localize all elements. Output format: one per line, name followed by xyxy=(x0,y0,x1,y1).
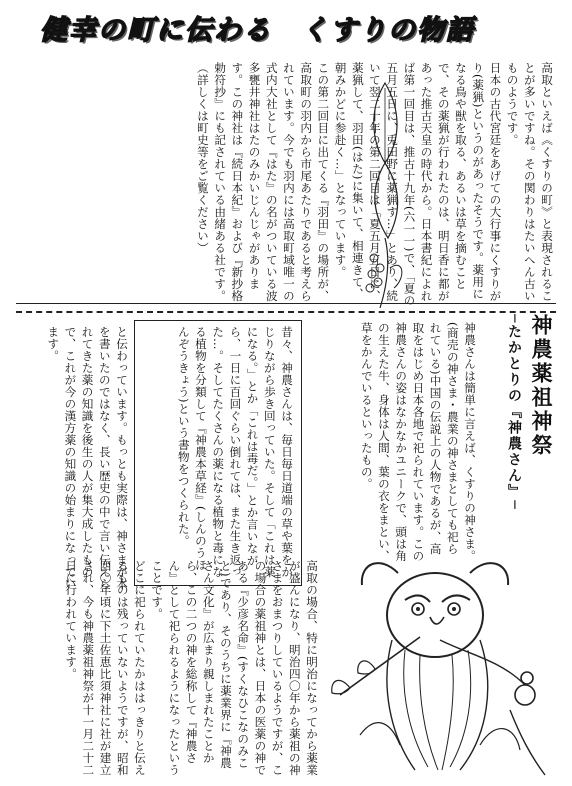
top-paragraph-2: 日本の古代宮廷をあげての大行事にくすりがり(薬猟)というのがあったそうです。薬用になる鳥や獣を取る、あるいは草を摘むことで、その薬猟が行われたのは、明日香に都があった推古天皇の時代から。日本書紀によれば第一回目は、推古十九年(六一一)で、「夏の五月五日に、兎田野に薬猟す…」とあり、続いて翌二十年の第二回目は「夏五月五日に、薬猟して、羽田(はた)に集いて、相連きて、朝みかどに参赴く…」となっています。 xyxy=(333,62,503,307)
after-box-text: と伝わっています。もっとも実際は、神さまが本を書いたのではなく、長い歴史の中で言い伝えられてきた薬の知識を後生の人が集大成したもので、これが今の漢方薬の知識の始まりになっています。 xyxy=(46,326,129,590)
section-divider-line xyxy=(16,303,556,304)
legend-box-text: 昔々、神農さんは、毎日毎日道端の草や葉をかじりながら歩き回っていた。そして「これは薬になる。」とか「これは毒だ。」とか言いながら、一日に百回ぐらい倒れては、また生き返った…。そしてたくさんの薬になる植物と毒になる植物を分類して『神農本草経』(しんのうほんぞうきょう)という書物をつくられた。 xyxy=(176,326,294,578)
top-paragraph-3: この第二回目に出てくる『羽田』の場所が、高取町の羽内から市尾あたりであると考えられています。今でも羽内には高取町域唯一の式内大社として『はた』の名がついている波多甕井神社はたのみかいじんじゃがあります。この神社は『続日本紀』および『新抄格勅符抄』にも記されている由緒ある社です。（詳しくは町史等をご覧ください） xyxy=(195,62,331,302)
bottom-paragraph-2: どこに祀られていたかははっきりと伝えるものは残っていないようですが、昭和四〇年頃に下土佐恵比須神社に社が建立され、今も神農薬祖神祭が十一月二十二日に行われています。 xyxy=(64,560,147,776)
shinnou-section-title: 神農薬祖神祭 xyxy=(529,314,553,458)
shinnou-title-block xyxy=(486,314,556,564)
bottom-paragraph-1: 高取の場合、特に明治になってから薬業が盛んになり、明治四〇年から薬祖の神さまをおまつりしているようですが、この場合の薬祖神とは、日本の医薬の神である『少彦名命』(すくなひこなのみこと)であり、そのうちに薬業界に『神農さん文化』が広まり親しまれたことから、この二つの神を総称して『神農さん』として祀られるようになったということです。 xyxy=(150,560,319,776)
bottom-article xyxy=(20,560,320,778)
herb-leaf-illustration xyxy=(360,78,410,313)
shinnou-god-illustration xyxy=(320,545,555,780)
top-paragraph-1: 高取といえば《くすりの町》と表現されることが多いですね。その関わりはたいへん古いものようです。 xyxy=(505,62,554,302)
top-article xyxy=(20,62,555,307)
shinnou-section-subtitle: ─たかとりの『神農さん』─ xyxy=(506,314,522,511)
section-divider-dashed xyxy=(16,311,556,313)
page-headline: 健幸の町に伝わる くすりの物語 xyxy=(40,15,475,46)
shinnou-intro: 神農さんは簡単に言えば、くすりの神さま。(商売の神さま・農業の神さまとしても祀られている)中国の伝説上の人物であるが、高取をはじめ日本各地で祀られています。この神農さんの姿はなかなかユニークで、頭は角の生えた牛、身体は人間、葉の衣をまとい、草をかんでいるといったもの。 xyxy=(359,322,477,562)
